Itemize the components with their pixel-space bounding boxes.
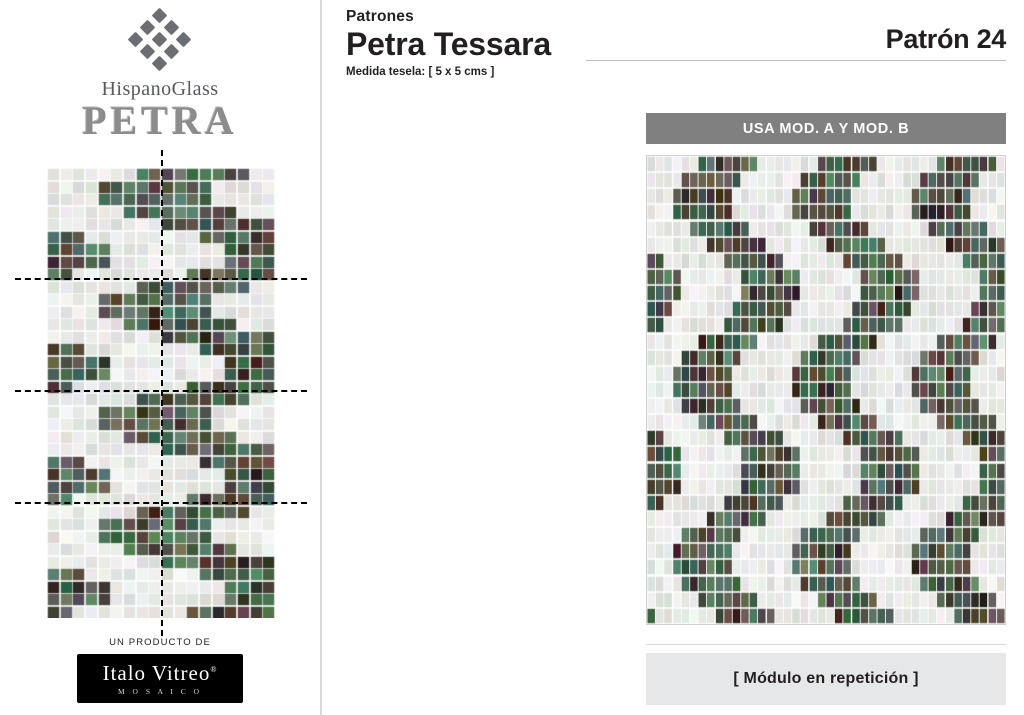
guide-line-vertical — [161, 150, 163, 636]
left-footer — [0, 637, 320, 703]
header-kicker: Patrones — [346, 8, 414, 25]
page-title: Petra Tessara — [346, 26, 551, 62]
right-panel — [322, 0, 1024, 715]
bottom-divider — [646, 644, 1006, 645]
main-mosaic-canvas — [647, 156, 1005, 624]
producto-de-label: UN PRODUCTO DE — [109, 637, 211, 648]
module-usage-label: USA MOD. A Y MOD. B — [742, 120, 910, 137]
main-mosaic-preview — [646, 155, 1006, 625]
module-usage-bar — [646, 113, 1006, 144]
maker-registered-mark: ® — [210, 665, 218, 674]
left-mosaic-swatch — [47, 168, 275, 618]
maker-name-text: Italo Vitreo — [102, 661, 211, 685]
tile-measure-label: Medida tesela: [ 5 x 5 cms ] — [346, 66, 495, 79]
alignment-guides — [47, 168, 275, 618]
module-repeat-label: [ Módulo en repetición ] — [733, 670, 919, 687]
diamond-cluster-icon — [115, 10, 205, 72]
module-repeat-bar — [646, 653, 1006, 705]
left-panel — [0, 0, 322, 715]
header — [346, 8, 1006, 104]
brand-name-glass: Glass — [171, 78, 219, 100]
maker-subtitle: M O S A I C O — [117, 687, 202, 696]
brand-name-hispano: Hispano — [101, 78, 172, 100]
maker-logo — [77, 654, 244, 703]
pattern-number: Patrón 24 — [885, 24, 1006, 54]
brand-block — [0, 10, 320, 143]
header-divider — [586, 60, 1006, 61]
maker-name — [103, 663, 218, 684]
brand-product-line: PETRA — [82, 98, 238, 143]
